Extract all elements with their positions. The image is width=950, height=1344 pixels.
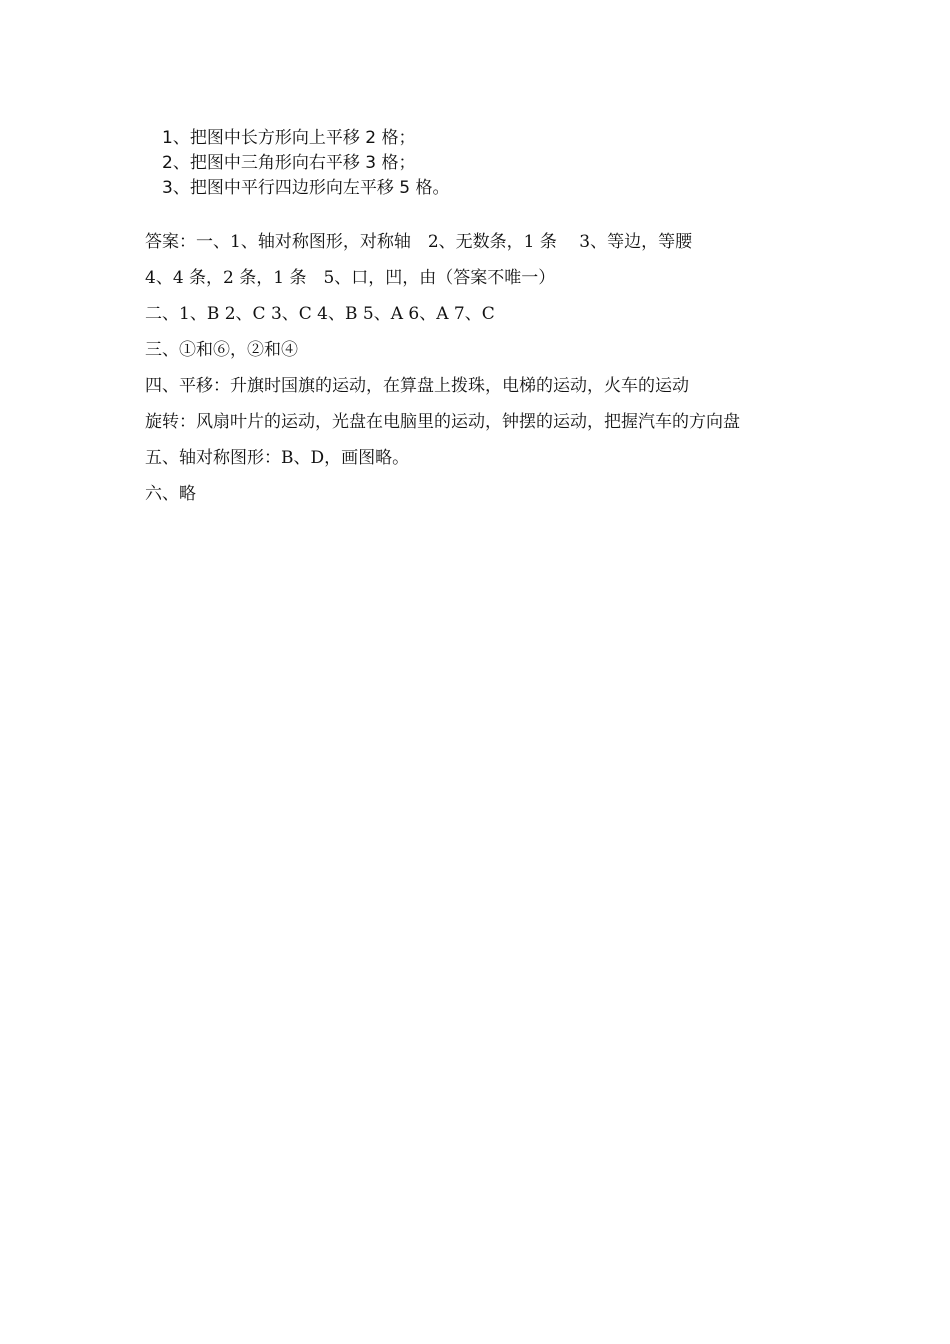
answer-line-1: 答案：一、1、轴对称图形，对称轴 2、无数条，1 条 3、等边，等腰 <box>145 232 693 252</box>
answer-line-7: 五、轴对称图形：B、D，画图略。 <box>145 448 410 468</box>
answer-line-3: 二、1、B 2、C 3、C 4、B 5、A 6、A 7、C <box>145 304 495 324</box>
answer-line-4: 三、①和⑥，②和④ <box>145 340 298 360</box>
answer-key <box>145 224 810 512</box>
answer-line-5: 四、平移：升旗时国旗的运动，在算盘上拨珠，电梯的运动，火车的运动 <box>145 376 689 396</box>
instruction-3: 3、把图中平行四边形向左平移 5 格。 <box>162 178 450 198</box>
instruction-2: 2、把图中三角形向右平移 3 格； <box>162 153 416 173</box>
translation-instructions <box>162 126 449 201</box>
answer-line-8: 六、略 <box>145 484 196 504</box>
answer-line-2: 4、4 条，2 条，1 条 5、口，凹，由（答案不唯一） <box>145 268 556 288</box>
instruction-1: 1、把图中长方形向上平移 2 格； <box>162 128 416 148</box>
answer-line-6: 旋转：风扇叶片的运动，光盘在电脑里的运动，钟摆的运动，把握汽车的方向盘 <box>145 412 740 432</box>
